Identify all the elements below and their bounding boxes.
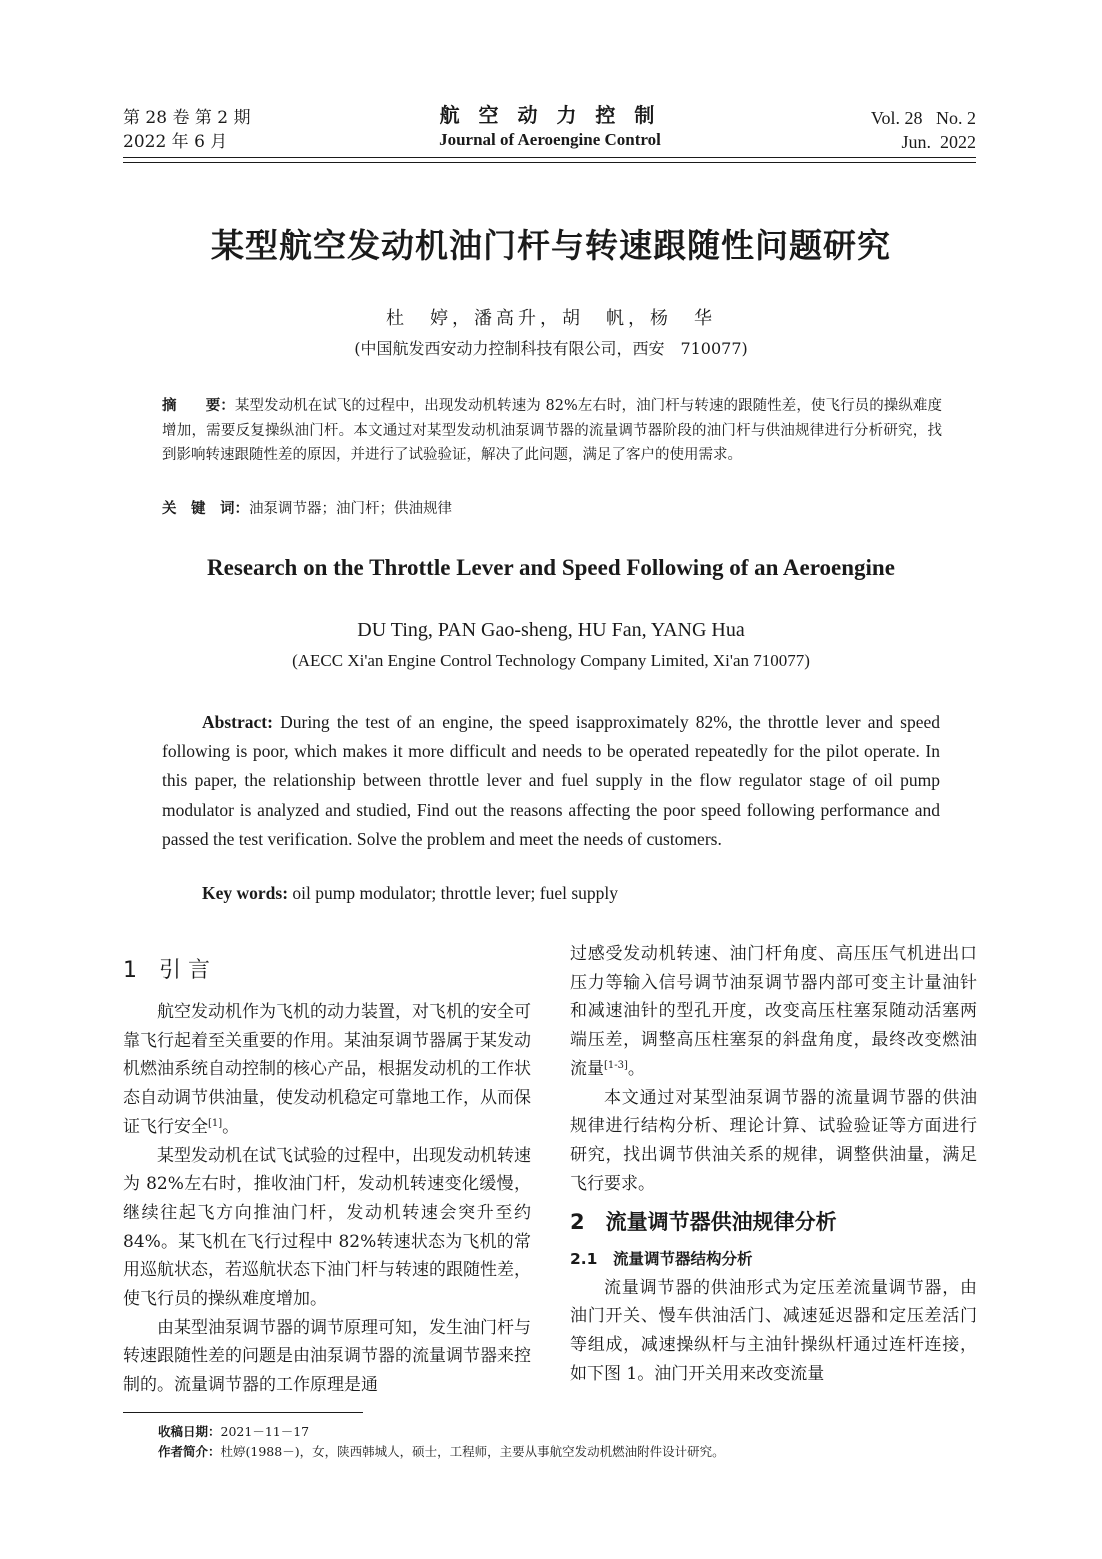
affiliation-en: (AECC Xi'an Engine Control Technology Company Limited, Xi'an 710077) xyxy=(292,651,810,670)
authors-cn: 杜 婷，潘高升，胡 帆，杨 华 xyxy=(386,308,716,329)
keywords-cn xyxy=(162,498,942,520)
citation-ref: [1-3] xyxy=(604,1059,628,1071)
footnote xyxy=(158,1422,725,1462)
date-cn: 2022 年 6 月 xyxy=(123,132,228,152)
paragraph: 流量调节器的供油形式为定压差流量调节器，由油门开关、慢车供油活门、减速延迟器和定压差活门等组成，减速操纵杆与主油针操纵杆通过连杆连接，如下图 1。油门开关用来改变流量 xyxy=(570,1277,977,1384)
paragraph: 过感受发动机转速、油门杆角度、高压压气机进出口压力等输入信号调节油泵调节器内部可变主计量油针和减速油针的型孔开度，改变高压柱塞泵随动活塞两端压差，调整高压柱塞泵的斜盘角度，最终改变燃油流量[1-3]。 xyxy=(570,944,977,1079)
abstract-cn xyxy=(162,394,942,468)
abstract-en xyxy=(162,708,940,854)
keywords-en xyxy=(202,883,618,904)
paper-title-cn: 某型航空发动机油门杆与转速跟随性问题研究 xyxy=(211,226,891,265)
citation-ref: [1] xyxy=(208,1117,223,1129)
abstract-cn-text: 某型发动机在试飞的过程中，出现发动机转速为 82%左右时，油门杆与转速的跟随性差，使飞行员的操纵难度增加，需要反复操纵油门杆。本文通过对某型发动机油泵调节器的流量调节器阶段的油门杆与供油规律进行分析研究，找到影响转速跟随性差的原因，并进行了试验验证，解决了此问题，满足了客户的使用需求。 xyxy=(162,398,942,463)
body-right-column xyxy=(570,940,977,1389)
keywords-en-text: oil pump modulator; throttle lever; fuel supply xyxy=(288,883,619,903)
author-bio: 作者简介：杜婷(1988－)，女，陕西韩城人，硕士，工程师，主要从事航空发动机燃油附件设计研究。 xyxy=(158,1444,725,1459)
abstract-en-text: During the test of an engine, the speed isapproximately 82%, the throttle lever and speed following is poor, which makes it more difficult and needs to be operated repeatedly for the pilot operate. In this paper, the relationship between throttle lever and fuel supply in the flow regulator stage of oil pump modulator is analyzed and studied, Find out the reasons affecting the poor speed following performance and passed the test verification. Solve the problem and meet the needs of customers. xyxy=(162,712,940,849)
paragraph: 由某型油泵调节器的调节原理可知，发生油门杆与转速跟随性差的问题是由油泵调节器的流量调节器来控制的。流量调节器的工作原理是通 xyxy=(123,1317,531,1396)
paragraph: 某型发动机在试飞试验的过程中，出现发动机转速为 82%左右时，推收油门杆，发动机转速变化缓慢，继续往起飞方向推油门杆，发动机转速会突升至约 84%。某飞机在飞行过程中 82%转速状态为飞机的常用巡航状态，若巡航状态下油门杆与转速的跟随性差，使飞行员的操纵难度增加。 xyxy=(123,1145,531,1310)
section-1-heading: 1 引 言 xyxy=(123,958,210,983)
header-rule-thin xyxy=(123,162,976,163)
keywords-en-label: Key words: xyxy=(202,883,289,903)
issue-info-cn xyxy=(123,106,250,154)
received-date: 收稿日期：2021－11－17 xyxy=(158,1424,310,1439)
abstract-cn-label: 摘 要： xyxy=(162,398,235,414)
journal-name-en: Journal of Aeroengine Control xyxy=(439,130,661,149)
paper-title-en: Research on the Throttle Lever and Speed Following of an Aeroengine xyxy=(207,555,895,580)
authors-en: DU Ting, PAN Gao-sheng, HU Fan, YANG Hua xyxy=(357,619,745,641)
header-rule-thick xyxy=(123,157,976,158)
paragraph: 本文通过对某型油泵调节器的流量调节器的供油规律进行结构分析、理论计算、试验验证等方面进行研究，找出调节供油关系的规律，调整供油量，满足飞行要求。 xyxy=(570,1087,977,1194)
volume-en: Vol. 28 No. 2 xyxy=(870,108,976,128)
keywords-cn-label: 关 键 词： xyxy=(162,501,249,517)
journal-name-cn: 航 空 动 力 控 制 xyxy=(439,103,661,127)
affiliation-cn: (中国航发西安动力控制科技有限公司，西安 710077) xyxy=(354,339,748,358)
paragraph: 航空发动机作为飞机的动力装置，对飞机的安全可靠飞行起着至关重要的作用。某油泵调节器属于某发动机燃油系统自动控制的核心产品，根据发动机的工作状态自动调节供油量，使发动机稳定可靠地工作，从而保证飞行安全[1]。 xyxy=(123,1002,531,1137)
section-2-heading: 2 流量调节器供油规律分析 xyxy=(570,1210,837,1235)
volume-cn: 第 28 卷 第 2 期 xyxy=(123,108,251,128)
date-en: Jun. 2022 xyxy=(901,132,976,152)
issue-info-en xyxy=(871,106,976,154)
keywords-cn-text: 油泵调节器；油门杆；供油规律 xyxy=(249,501,452,517)
footnote-rule xyxy=(123,1412,363,1413)
journal-title xyxy=(330,102,770,152)
abstract-en-label: Abstract: xyxy=(202,712,273,732)
body-left-column xyxy=(123,998,531,1400)
section-2-1-heading: 2.1 流量调节器结构分析 xyxy=(570,1250,753,1269)
